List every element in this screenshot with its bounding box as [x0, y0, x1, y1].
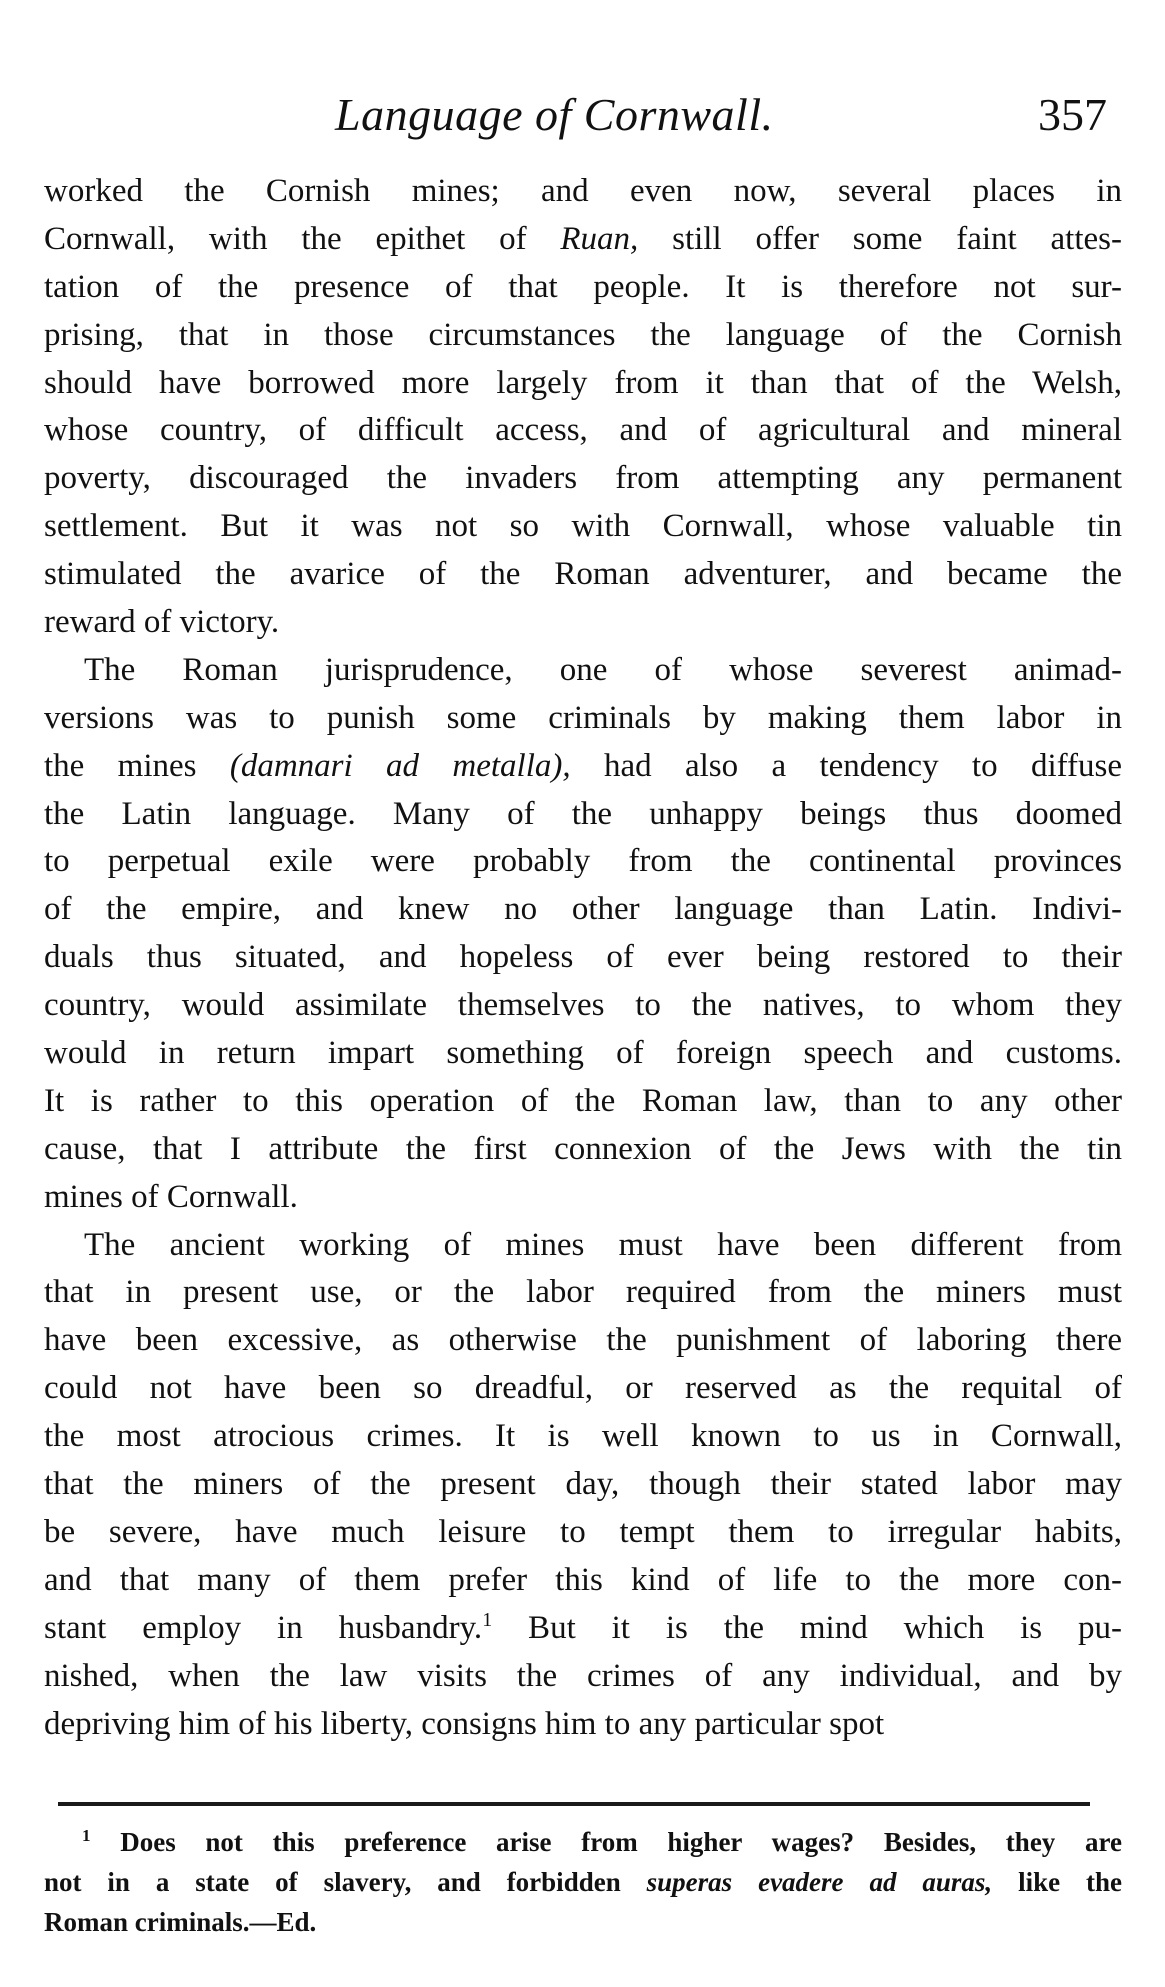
text-line [44, 407, 1122, 455]
text-run: But it is the mind which is pu- [492, 1609, 1122, 1646]
italic-run: Ruan, [560, 220, 639, 257]
running-head [40, 88, 1117, 148]
text-line [44, 1557, 1122, 1605]
paragraph [44, 1222, 1122, 1749]
text-line [44, 1461, 1122, 1509]
text-run: not in a state of slavery, and forbidden [44, 1867, 647, 1897]
text-line [44, 934, 1122, 982]
footnote-marker: 1 [482, 1608, 493, 1631]
text-run: The ancient working of mines must have been different from [84, 1226, 1122, 1263]
text-line [44, 1365, 1122, 1413]
text-run: country, would assimilate themselves to the natives, to whom they [44, 987, 1122, 1024]
text-run: versions was to punish some criminals by making them labor in [44, 699, 1122, 736]
text-run: The Roman jurisprudence, one of whose severest animad- [84, 651, 1122, 688]
footnote-line [44, 1822, 1122, 1862]
text-run: stimulated the avarice of the Roman adventurer, and became the [44, 556, 1122, 593]
text-line [44, 1174, 1122, 1222]
italic-run: (damnari ad metalla), [229, 747, 571, 784]
text-run: had also a tendency to diffuse [570, 747, 1122, 784]
text-run: could not have been so dreadful, or reserved as the requital of [44, 1370, 1122, 1407]
text-run: settlement. But it was not so with Cornwall, whose valuable tin [44, 508, 1122, 545]
text-line [44, 1078, 1122, 1126]
text-line [44, 1701, 1122, 1749]
text-run: the Latin language. Many of the unhappy beings thus doomed [44, 795, 1122, 832]
text-line [44, 1269, 1122, 1317]
text-run: Does not this preference arise from higher wages? Besides, they are [90, 1827, 1122, 1857]
text-line [44, 1222, 1122, 1270]
text-run: mines of Cornwall. [44, 1178, 298, 1215]
footnote-rule [58, 1802, 1090, 1806]
text-line [44, 599, 1122, 647]
text-run: nished, when the law visits the crimes of any individual, and by [44, 1657, 1122, 1694]
text-run: have been excessive, as otherwise the punishment of laboring there [44, 1322, 1122, 1359]
text-line [44, 455, 1122, 503]
italic-run: superas evadere ad auras, [646, 1867, 993, 1897]
paragraph [44, 647, 1122, 1222]
text-run: stant employ in husbandry. [44, 1609, 483, 1646]
text-run: reward of victory. [44, 604, 280, 641]
text-run: prising, that in those circumstances the language of the Cornish [44, 316, 1122, 353]
text-line [44, 647, 1122, 695]
footnote-line [44, 1902, 1122, 1942]
text-run: and that many of them prefer this kind of life to the more con- [44, 1561, 1122, 1598]
running-title: Language of Cornwall. [335, 89, 774, 140]
text-line [44, 695, 1122, 743]
text-run: that in present use, or the labor required from the miners must [44, 1274, 1122, 1311]
text-run: Roman criminals.—Ed. [44, 1907, 317, 1937]
text-line [44, 1317, 1122, 1365]
text-line [44, 1509, 1122, 1557]
text-run: the most atrocious crimes. It is well known to us in Cornwall, [44, 1418, 1122, 1455]
text-run: like the [992, 1867, 1122, 1897]
text-run: to perpetual exile were probably from the continental provinces [44, 843, 1122, 880]
text-line [44, 1605, 1122, 1653]
text-run: duals thus situated, and hopeless of ever being restored to their [44, 939, 1122, 976]
text-line [44, 838, 1122, 886]
text-run: worked the Cornish mines; and even now, several places in [44, 173, 1122, 209]
text-line [44, 264, 1122, 312]
body-text [44, 168, 1122, 1748]
text-line [44, 1413, 1122, 1461]
page-number: 357 [1038, 89, 1107, 140]
text-line [44, 743, 1122, 791]
text-run: of the empire, and knew no other language than Latin. Indivi- [44, 891, 1122, 928]
footnote-line [44, 1862, 1122, 1902]
text-run: be severe, have much leisure to tempt them to irregular habits, [44, 1513, 1122, 1550]
footnote [44, 1822, 1122, 1942]
text-run: poverty, discouraged the invaders from attempting any permanent [44, 460, 1122, 497]
text-run: the mines [44, 747, 230, 784]
text-run: that the miners of the present day, though their stated labor may [44, 1466, 1122, 1503]
text-line [44, 1653, 1122, 1701]
text-line [44, 1126, 1122, 1174]
text-run: cause, that I attribute the first connexion of the Jews with the tin [44, 1130, 1122, 1167]
text-line [44, 982, 1122, 1030]
text-run: Cornwall, with the epithet of [44, 220, 561, 257]
text-run: tation of the presence of that people. It is therefore not sur- [44, 268, 1122, 305]
text-line [44, 168, 1122, 216]
text-run: would in return impart something of foreign speech and customs. [44, 1035, 1122, 1072]
text-line [44, 312, 1122, 360]
text-line [44, 216, 1122, 264]
text-run: depriving him of his liberty, consigns him to any particular spot [44, 1705, 885, 1742]
text-line [44, 1030, 1122, 1078]
text-run: still offer some faint attes- [638, 220, 1122, 257]
footnote-marker: 1 [82, 1826, 91, 1845]
text-line [44, 360, 1122, 408]
text-line [44, 551, 1122, 599]
text-run: should have borrowed more largely from it than that of the Welsh, [44, 364, 1122, 401]
text-run: It is rather to this operation of the Roman law, than to any other [44, 1082, 1122, 1119]
text-line [44, 503, 1122, 551]
text-run: whose country, of difficult access, and of agricultural and mineral [44, 412, 1122, 449]
text-line [44, 886, 1122, 934]
paragraph [44, 168, 1122, 647]
text-line [44, 791, 1122, 839]
